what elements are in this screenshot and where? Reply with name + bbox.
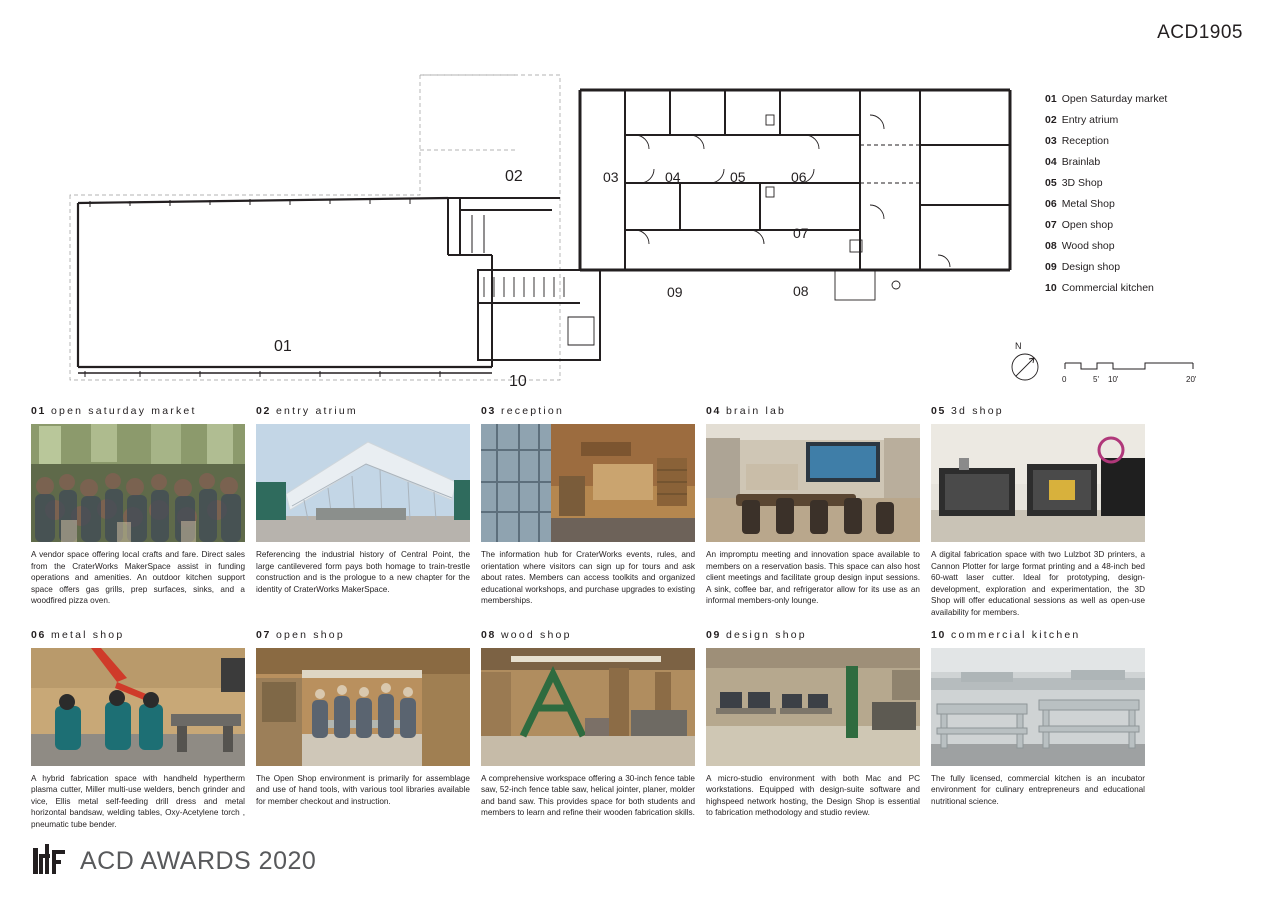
svg-text:10': 10' — [1108, 375, 1119, 384]
legend-num: 08 — [1045, 240, 1057, 252]
tile-title — [481, 629, 695, 641]
legend-label: Open shop — [1061, 219, 1114, 231]
tile-07-open-shop — [256, 629, 470, 831]
tile-title — [256, 629, 470, 641]
tile-08-wood-shop — [481, 629, 695, 831]
room-number-03: 03 — [603, 169, 619, 185]
north-label: N — [1015, 341, 1022, 351]
legend-item — [1045, 257, 1245, 278]
legend-item — [1045, 194, 1245, 215]
tile-number: 01 — [31, 405, 46, 417]
north-arrow-icon — [1012, 354, 1038, 380]
tile-02-entry-atrium — [256, 405, 470, 619]
crowd-market-photo — [31, 424, 245, 542]
tile-caption: A comprehensive workspace offering a 30-inch fence table saw, 52-inch fence table saw, helical jointer, planer, molder and band saw. This provides space for both students and members to learn and refine their wooden fabrication skills. — [481, 773, 695, 818]
legend-item — [1045, 131, 1245, 152]
tile-caption: A vendor space offering local crafts and fare. Direct sales from the CraterWorks MakerSpace assist in funding operations and amenities. An outdoor kitchen support space offers gas grills, prep surfaces, sinks, and a woodfired pizza oven. — [31, 550, 245, 606]
legend-item — [1045, 278, 1245, 299]
wood-shop-photo — [481, 648, 695, 766]
room-number-01: 01 — [274, 338, 292, 355]
tile-03-reception — [481, 405, 695, 619]
tile-title — [706, 629, 920, 641]
tile-label: 3d shop — [951, 405, 1004, 417]
tile-number: 05 — [931, 405, 946, 417]
floor-plan-drawing — [60, 55, 1040, 395]
tile-number: 06 — [31, 628, 46, 641]
tile-caption: A hybrid fabrication space with handheld hypertherm plasma cutter, Miller multi-use welders, bench grinder and vice, Ellis metal self-feeding drill dress and metal horizontal bandsaw, welding tables, Oxy-Acetylene torch , pneumatic tube bender. — [31, 773, 245, 829]
room-number-08: 08 — [793, 283, 809, 299]
legend-label: Open Saturday market — [1061, 93, 1168, 105]
tile-01-open-saturday-market — [31, 405, 245, 619]
tile-number: 07 — [256, 628, 271, 641]
room-number-06: 06 — [791, 169, 807, 185]
reception-desk-photo — [481, 424, 695, 542]
3d-printers-photo — [931, 424, 1145, 542]
tile-label: brain lab — [726, 405, 787, 417]
tile-title — [931, 629, 1145, 641]
design-studio-photo — [706, 648, 920, 766]
project-tiles — [31, 405, 1246, 841]
legend-item — [1045, 89, 1245, 110]
tile-number: 03 — [481, 405, 496, 417]
legend-num: 05 — [1045, 177, 1057, 189]
tile-label: design shop — [726, 628, 807, 641]
commercial-kitchen-photo — [931, 648, 1145, 766]
tile-05-3d-shop — [931, 405, 1145, 619]
tile-caption: The information hub for CraterWorks events, rules, and orientation where visitors can sign up for tours and ask about rates. Members can access toolkits and organized educational workshops, and purchase upgrades to existing memberships. — [481, 550, 695, 606]
tile-caption: The fully licensed, commercial kitchen is an incubator environment for culinary entrepreneurs and educational nutritional science. — [931, 773, 1145, 806]
tile-label: open saturday market — [51, 405, 197, 417]
tile-title — [31, 405, 245, 417]
meeting-room-photo — [706, 424, 920, 542]
tile-title — [31, 629, 245, 641]
legend-num: 10 — [1045, 282, 1057, 294]
legend-label: Reception — [1061, 135, 1109, 147]
north-arrow-and-scale — [1003, 341, 1213, 400]
room-number-10: 10 — [509, 373, 527, 390]
tile-label: metal shop — [51, 628, 125, 641]
room-number-02: 02 — [505, 168, 523, 185]
tile-caption: The Open Shop environment is primarily for assemblage and use of hand tools, with various tool libraries available for member checkout and instruction. — [256, 773, 470, 806]
legend-item — [1045, 173, 1245, 194]
room-number-04: 04 — [665, 169, 681, 185]
tile-label: reception — [501, 405, 565, 417]
tile-10-commercial-kitchen — [931, 629, 1145, 831]
legend-label: Wood shop — [1061, 240, 1115, 252]
legend-item — [1045, 152, 1245, 173]
legend-label: 3D Shop — [1061, 177, 1103, 189]
footer — [33, 844, 316, 878]
tile-number: 09 — [706, 628, 721, 641]
plan-legend — [1045, 89, 1245, 299]
welders-photo — [31, 648, 245, 766]
floor-plan-area — [0, 55, 1273, 400]
tile-number: 04 — [706, 405, 721, 417]
svg-text:20': 20' — [1186, 375, 1197, 384]
legend-label: Brainlab — [1061, 156, 1101, 168]
tile-title — [706, 405, 920, 417]
tile-label: commercial kitchen — [951, 628, 1081, 641]
tile-04-brain-lab — [706, 405, 920, 619]
tile-label: open shop — [276, 628, 345, 641]
legend-num: 07 — [1045, 219, 1057, 231]
tile-caption: Referencing the industrial history of Central Point, the large cantilevered form pays both homage to train-trestle construction and is the prologue to a new chapter for the identity of CraterWorks MakerSpace. — [256, 550, 470, 594]
legend-num: 06 — [1045, 198, 1057, 210]
tile-number: 08 — [481, 628, 496, 641]
project-code: ACD1905 — [1157, 22, 1243, 43]
legend-item — [1045, 110, 1245, 131]
footer-title: ACD AWARDS 2020 — [80, 846, 317, 875]
room-number-05: 05 — [730, 169, 746, 185]
tile-label: entry atrium — [276, 405, 358, 417]
legend-label: Commercial kitchen — [1061, 282, 1154, 294]
open-shop-photo — [256, 648, 470, 766]
legend-label: Design shop — [1061, 261, 1121, 273]
tile-number: 10 — [931, 628, 946, 641]
tile-number: 02 — [256, 405, 271, 417]
tile-row — [31, 405, 1246, 619]
tile-row — [31, 629, 1246, 831]
rtf-logo-icon — [33, 844, 69, 878]
legend-num: 09 — [1045, 261, 1057, 273]
legend-label: Metal Shop — [1061, 198, 1115, 210]
svg-text:0: 0 — [1062, 375, 1067, 384]
legend-item — [1045, 236, 1245, 257]
tile-09-design-shop — [706, 629, 920, 831]
room-number-09: 09 — [667, 284, 683, 300]
tile-label: wood shop — [501, 628, 572, 641]
tile-caption: An impromptu meeting and innovation space available to members on a reservation basis. This space can also host client meetings and facilitate group design input sessions. A sink, coffee bar, and refrigerator allow for its use as an informal members-only lounge. — [706, 550, 920, 606]
room-number-07: 07 — [793, 225, 809, 241]
legend-num: 02 — [1045, 114, 1057, 126]
svg-text:5': 5' — [1093, 375, 1099, 384]
tile-title — [931, 405, 1145, 417]
tile-title — [256, 405, 470, 417]
legend-num: 03 — [1045, 135, 1057, 147]
legend-item — [1045, 215, 1245, 236]
legend-num: 04 — [1045, 156, 1057, 168]
legend-num: 01 — [1045, 93, 1057, 105]
tile-title — [481, 405, 695, 417]
legend-label: Entry atrium — [1061, 114, 1119, 126]
tile-caption: A micro-studio environment with both Mac and PC workstations. Equipped with design-suite software and highspeed network hosting, the Design Shop is essential to fabrication methodology and studio review. — [706, 773, 920, 818]
atrium-canopy-photo — [256, 424, 470, 542]
tile-caption: A digital fabrication space with two Lulzbot 3D printers, a Cannon Plotter for large format printing and a 48-inch bed 60-watt laser cutter. Ideal for prototyping, design-development, exploration and experimentation, the 3D Shop will offer educational sessions as well as open-use availability for members. — [931, 550, 1145, 617]
tile-06-metal-shop — [31, 629, 245, 831]
